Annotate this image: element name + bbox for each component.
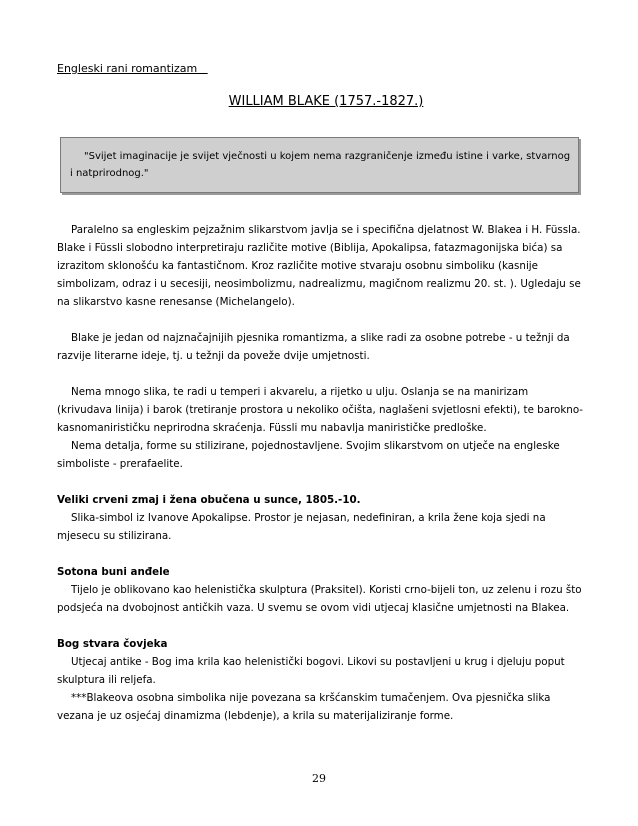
- quote-box: [60, 137, 579, 193]
- quote-text: "Svijet imaginacije je svijet vječnosti u kojem nema razgraničenje između istine i varke, stvarnog i natprirodnog.": [70, 151, 571, 179]
- spacer: [57, 311, 584, 329]
- body-text: [57, 221, 584, 725]
- running-header: Engleski rani romantizam: [57, 62, 208, 75]
- page-number: 29: [312, 772, 326, 785]
- page-title: WILLIAM BLAKE (1757.-1827.): [228, 94, 424, 109]
- paragraph-style: Nema detalja, forme su stilizirane, pojednostavljene. Svojim slikarstvom on utječe na engleske simboliste - prerafaelite.: [57, 440, 560, 470]
- spacer: [57, 473, 584, 491]
- section-heading-satan: Sotona buni anđele: [57, 566, 170, 578]
- paragraph-technique: Nema mnogo slika, te radi u temperi i akvarelu, a rijetko u ulju. Oslanja se na manirizam (krivudava linija) i barok (tretiranje prostora u nekoliko očišta, naglašeni svjetlosni efekti), te barokno-kasnomanirističku neprirodna skraćenja. Füssli mu nabavlja manirističke predloške.: [57, 386, 584, 434]
- paragraph-intro: Paralelno sa engleskim pejzažnim slikarstvom javlja se i specifična djelatnost W. Blakea i H. Füssla. Blake i Füssli slobodno interpretiraju različite motive (Biblija, Apokalipsa, fatazmagonijska bića) sa izrazitom sklonošću ka fantastičnom. Kroz različite motive stvaraju osobnu simboliku (kasnije simbolizam, odraz i u secesiji, neosimbolizmu, nadrealizmu, magičnom realizmu 20. st. ). Ugledaju se na slikarstvo kasne renesanse (Michelangelo).: [57, 224, 581, 308]
- spacer: [57, 617, 584, 635]
- section-text-god-note: ***Blakeova osobna simbolika nije povezana sa kršćanskim tumačenjem. Ova pjesnička slika vezana je uz osjećaj dinamizma (lebdenje), a krila su materijaliziranje forme.: [57, 692, 551, 722]
- spacer: [57, 365, 584, 383]
- section-text-god: Utjecaj antike - Bog ima krila kao helenistički bogovi. Likovi su postavljeni u krug i djeluju poput skulptura ili reljefa.: [57, 656, 565, 686]
- section-text-satan: Tijelo je oblikovano kao helenistička skulptura (Praksitel). Koristi crno-bijeli ton, uz zelenu i rozu što podsjeća na dvobojnost antičkih vaza. U svemu se ovom vidi utjecaj klasične umjetnosti na Blakea.: [57, 584, 582, 614]
- section-heading-god: Bog stvara čovjeka: [57, 638, 168, 650]
- spacer: [57, 545, 584, 563]
- section-heading-dragon: Veliki crveni zmaj i žena obučena u sunce, 1805.-10.: [57, 494, 361, 506]
- paragraph-poet: Blake je jedan od najznačajnijih pjesnika romantizma, a slike radi za osobne potrebe - u težnji da razvije literarne ideje, tj. u težnji da poveže dvije umjetnosti.: [57, 332, 570, 362]
- section-text-dragon: Slika-simbol iz Ivanove Apokalipse. Prostor je nejasan, nedefiniran, a krila žene koja sjedi na mjesecu su stilizirana.: [57, 512, 546, 542]
